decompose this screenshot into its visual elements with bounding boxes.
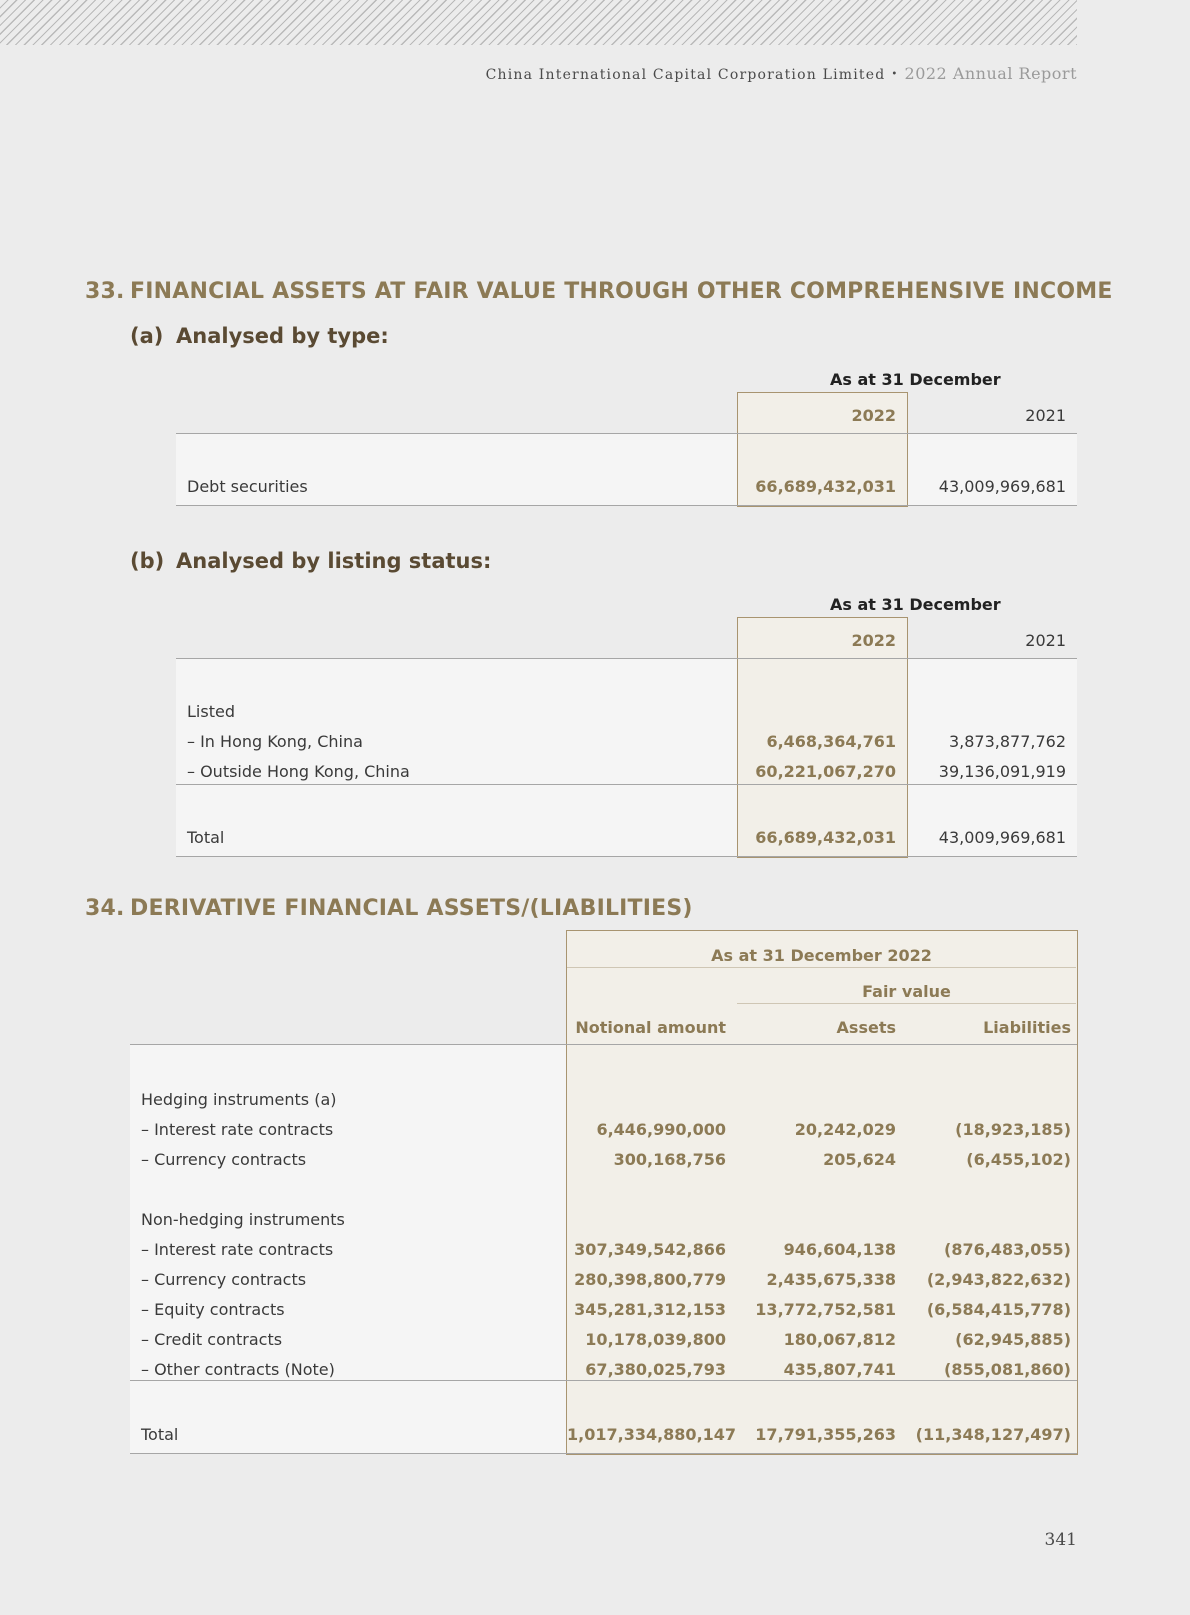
notional-value: 300,168,756 bbox=[613, 1150, 726, 1169]
col-header-2022: 2022 bbox=[851, 631, 896, 650]
note-33b-heading bbox=[130, 549, 491, 573]
total-assets: 17,791,355,263 bbox=[755, 1425, 896, 1444]
notional-value: 10,178,039,800 bbox=[585, 1330, 726, 1349]
liabilities-value: (6,584,415,778) bbox=[926, 1300, 1071, 1319]
assets-value: 13,772,752,581 bbox=[755, 1300, 896, 1319]
total-2021: 43,009,969,681 bbox=[938, 828, 1066, 847]
total-label: Total bbox=[187, 828, 225, 847]
header-rule bbox=[176, 433, 1077, 434]
period-header: As at 31 December bbox=[830, 595, 1001, 614]
report-title: 2022 Annual Report bbox=[904, 64, 1077, 83]
col-header-2021: 2021 bbox=[1025, 406, 1066, 425]
total-liabilities: (11,348,127,497) bbox=[915, 1425, 1071, 1444]
fair-value-header: Fair value bbox=[862, 982, 951, 1001]
col-header-notional: Notional amount bbox=[575, 1018, 726, 1037]
running-header bbox=[486, 64, 1077, 83]
header-separator: • bbox=[891, 69, 899, 80]
row-label: – Currency contracts bbox=[141, 1150, 307, 1169]
total-notional: 1,017,334,880,147 bbox=[567, 1425, 737, 1444]
row-label: – Outside Hong Kong, China bbox=[187, 762, 410, 781]
liabilities-value: (62,945,885) bbox=[955, 1330, 1071, 1349]
assets-value: 20,242,029 bbox=[794, 1120, 896, 1139]
period-header-rule bbox=[567, 967, 1076, 968]
assets-value: 2,435,675,338 bbox=[766, 1270, 896, 1289]
row-label: – Other contracts (Note) bbox=[141, 1360, 335, 1379]
note-34-title: DERIVATIVE FINANCIAL ASSETS/(LIABILITIES) bbox=[130, 896, 693, 921]
row-label: – Currency contracts bbox=[141, 1270, 307, 1289]
note-33-title: FINANCIAL ASSETS AT FAIR VALUE THROUGH OTHER COMPREHENSIVE INCOME bbox=[130, 279, 1113, 304]
row-label: – Interest rate contracts bbox=[141, 1240, 334, 1259]
liabilities-value: (2,943,822,632) bbox=[926, 1270, 1071, 1289]
notional-value: 345,281,312,153 bbox=[574, 1300, 726, 1319]
note-33-number: 33. bbox=[85, 279, 125, 304]
fair-value-rule bbox=[737, 1003, 1076, 1004]
liabilities-value: (876,483,055) bbox=[944, 1240, 1071, 1259]
header-rule bbox=[176, 658, 1077, 659]
period-header: As at 31 December 2022 bbox=[711, 946, 932, 965]
company-name: China International Capital Corporation Limited bbox=[485, 67, 886, 83]
row-label: – Equity contracts bbox=[141, 1300, 285, 1319]
note-34-heading bbox=[85, 896, 693, 921]
header-rule bbox=[130, 1044, 1077, 1045]
value-2022: 6,468,364,761 bbox=[766, 732, 896, 751]
row-label: – Interest rate contracts bbox=[141, 1120, 334, 1139]
col-header-2021: 2021 bbox=[1025, 631, 1066, 650]
note-33a-heading bbox=[130, 324, 389, 348]
value-2022: 66,689,432,031 bbox=[755, 477, 896, 496]
listed-label: Listed bbox=[187, 702, 235, 721]
page-number: 341 bbox=[1044, 1530, 1077, 1550]
notional-value: 67,380,025,793 bbox=[585, 1360, 726, 1379]
value-2022: 60,221,067,270 bbox=[755, 762, 896, 781]
note-33b-label: (b) bbox=[130, 549, 165, 573]
col-header-assets: Assets bbox=[836, 1018, 896, 1037]
total-2022: 66,689,432,031 bbox=[755, 828, 896, 847]
note-33b-title: Analysed by listing status: bbox=[176, 549, 492, 573]
notional-value: 6,446,990,000 bbox=[596, 1120, 726, 1139]
notional-value: 307,349,542,866 bbox=[574, 1240, 726, 1259]
total-label: Total bbox=[141, 1425, 179, 1444]
col-header-liabilities: Liabilities bbox=[983, 1018, 1071, 1037]
notional-value: 280,398,800,779 bbox=[574, 1270, 726, 1289]
bottom-rule bbox=[130, 1453, 1077, 1454]
note-33-heading bbox=[85, 279, 1113, 304]
hedging-label: Hedging instruments (a) bbox=[141, 1090, 337, 1109]
value-2021: 3,873,877,762 bbox=[948, 732, 1066, 751]
value-2021: 39,136,091,919 bbox=[938, 762, 1066, 781]
col-header-2022: 2022 bbox=[851, 406, 896, 425]
row-label: – Credit contracts bbox=[141, 1330, 283, 1349]
liabilities-value: (18,923,185) bbox=[955, 1120, 1071, 1139]
note-33a-label: (a) bbox=[130, 324, 164, 348]
period-header: As at 31 December bbox=[830, 370, 1001, 389]
bottom-rule bbox=[176, 505, 1077, 506]
liabilities-value: (6,455,102) bbox=[966, 1150, 1071, 1169]
subtotal-rule bbox=[176, 784, 1077, 785]
assets-value: 435,807,741 bbox=[783, 1360, 896, 1379]
assets-value: 205,624 bbox=[823, 1150, 896, 1169]
assets-value: 946,604,138 bbox=[783, 1240, 896, 1259]
table-body-band bbox=[176, 659, 1077, 856]
row-label: – In Hong Kong, China bbox=[187, 732, 363, 751]
subtotal-rule bbox=[130, 1380, 1077, 1381]
assets-value: 180,067,812 bbox=[783, 1330, 896, 1349]
row-label: Debt securities bbox=[187, 477, 308, 496]
note-34-number: 34. bbox=[85, 896, 125, 921]
decorative-hatch-band bbox=[0, 0, 1077, 45]
note-33a-title: Analysed by type: bbox=[176, 324, 389, 348]
liabilities-value: (855,081,860) bbox=[944, 1360, 1071, 1379]
value-2021: 43,009,969,681 bbox=[938, 477, 1066, 496]
bottom-rule bbox=[176, 856, 1077, 857]
non-hedging-label: Non-hedging instruments bbox=[141, 1210, 345, 1229]
